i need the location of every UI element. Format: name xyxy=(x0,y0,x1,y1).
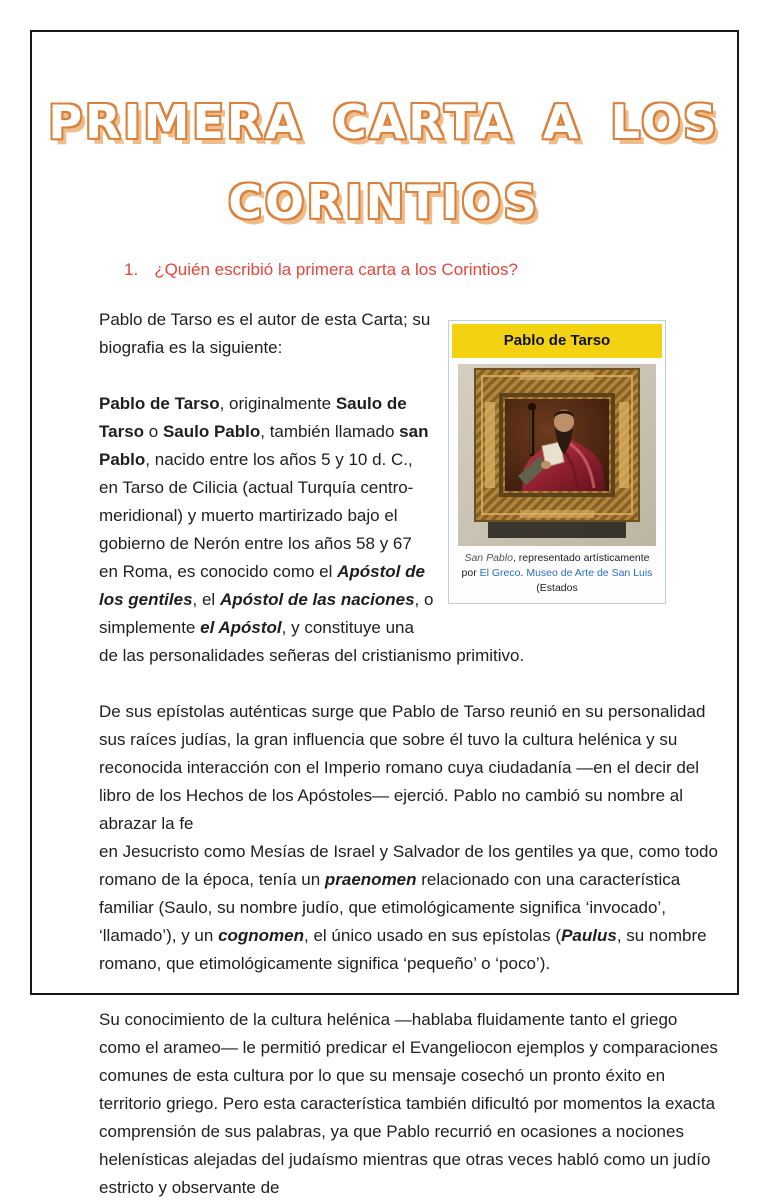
text-segment: Su conocimiento de la cultura helénica —hablaba fluidamente tanto el griego como el arameo— le permitió predicar el Evangeliocon ejemplos y comparaciones comunes de esta cultura por lo que su mensaje cosechó un pronto éxito en territorio griego. Pero esta característica también dificultó por momentos la exacta comprensión de sus palabras, ya que Pablo recurrió en ocasiones a nociones helenísticas alejadas del judaísmo mientras que otras veces habló como un judío estricto y observante de xyxy=(99,1010,718,1197)
text-segment: o xyxy=(144,422,163,441)
text-segment: , o simplemente xyxy=(99,590,434,637)
text-segment: Pablo de Tarso xyxy=(99,394,220,413)
text-segment: Apóstol de las naciones xyxy=(219,590,415,609)
text-segment: San Pablo xyxy=(464,552,513,564)
question-item-1 xyxy=(124,260,736,280)
painting-photo xyxy=(458,364,656,546)
title-line-2: CORINTIOS xyxy=(228,175,540,229)
san-pablo-figure xyxy=(505,399,609,491)
text-segment: , originalmente xyxy=(219,394,336,413)
text-segment: san Pablo xyxy=(99,422,429,469)
text-segment: Pablo de Tarso es el autor de esta Carta; su biografia es la siguiente: xyxy=(99,310,431,357)
infobox-pablo-de-tarso xyxy=(448,320,666,604)
san-pablo-painting-image xyxy=(458,364,656,546)
text-segment: , también llamado xyxy=(260,422,400,441)
title-line-1: PRIMERA CARTA A LOS xyxy=(48,95,720,149)
text-segment: Paulus xyxy=(561,926,617,945)
text-segment: por xyxy=(461,567,480,580)
text-segment: en Tarso de Cilicia (actual Turquía centro-meridional) y muerto martirizado bajo el gobierno de Nerón entre los años 58 y 67 en Roma, es conocido como el xyxy=(99,478,414,581)
body-text xyxy=(99,306,720,1202)
text-segment: , el único usado en sus epístolas ( xyxy=(304,926,562,945)
paragraph xyxy=(99,1006,720,1202)
text-segment: relacionado con una característica familiar (Saulo, su nombre judío, que etimológicamente significa ‘invocado’, ‘llamado’), y un xyxy=(99,870,681,945)
text-segment: , representado artísticamente xyxy=(512,552,650,564)
text-segment: , y constituye una de las personalidades señeras del cristianismo primitivo. xyxy=(99,618,525,665)
text-segment: Apóstol de los gentiles xyxy=(99,562,425,609)
text-segment: cognomen xyxy=(218,926,305,945)
text-segment: . xyxy=(520,567,527,580)
text-segment: De sus epístolas auténticas surge que Pablo de Tarso reunió en su personalidad sus raíces judías, la gran influencia que sobre él tuvo la cultura helénica y su reconocida interacción con el Imperio romano cuya ciudadanía —en el decir del libro de los Hechos de los Apóstoles— ejerció. Pablo no cambió su nombre al abrazar la fe xyxy=(99,702,706,833)
paragraph xyxy=(99,698,720,978)
text-segment: Saulo Pablo xyxy=(162,422,261,441)
painting-caption xyxy=(452,550,662,600)
caption-link[interactable]: Museo de Arte de San Luis xyxy=(526,567,653,580)
question-number: 1. xyxy=(124,260,139,279)
caption-link[interactable]: El Greco xyxy=(479,567,521,580)
text-segment: praenomen xyxy=(324,870,417,889)
text-segment: el Apóstol xyxy=(200,618,282,637)
text-segment: Saulo de Tarso xyxy=(99,394,407,441)
question-text: ¿Quién escribió la primera carta a los Corintios? xyxy=(154,260,518,279)
page-content xyxy=(32,32,736,1197)
document-title xyxy=(32,82,736,242)
text-segment: , su nombre romano, que etimológicamente significa ‘pequeño’ o ‘poco’). xyxy=(99,926,707,973)
text-segment: , nacido entre los años 5 y 10 d. C., xyxy=(145,450,413,469)
text-segment: , el xyxy=(192,590,220,609)
infobox-title: Pablo de Tarso xyxy=(452,324,662,358)
text-segment: en Jesucristo como Mesías de Israel y Salvador de los gentiles ya que, como todo romano de la época, tenía un xyxy=(99,842,718,889)
text-segment: (Estados xyxy=(536,582,578,595)
